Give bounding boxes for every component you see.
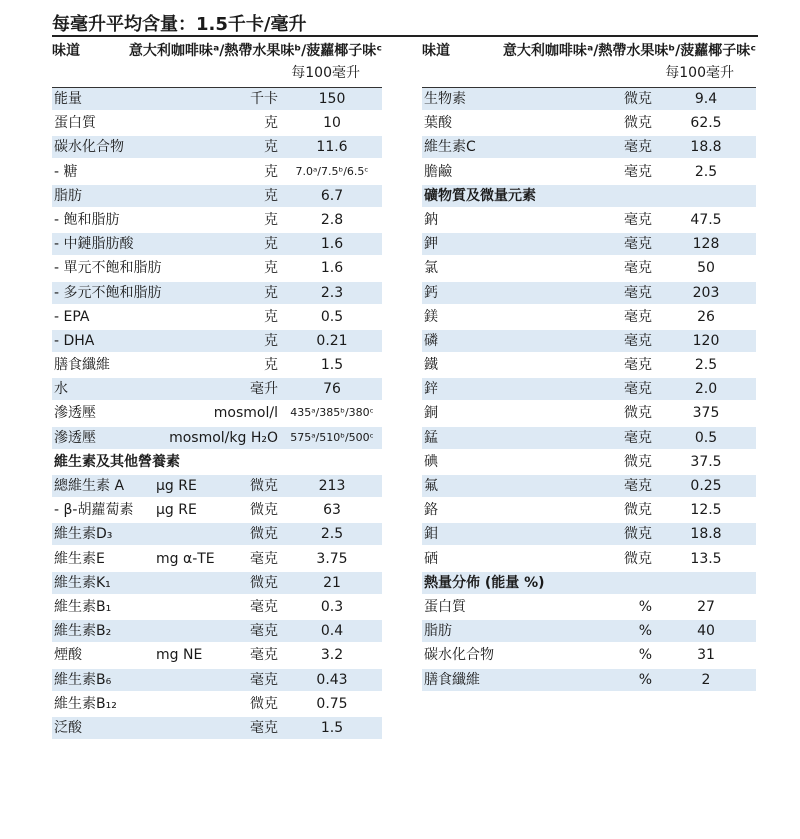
nutrient-value: 7.0ᵃ/7.5ᵇ/6.5ᶜ <box>295 164 369 178</box>
nutrient-value: 0.21 <box>316 332 348 349</box>
unit-basis: mg α-TE <box>156 550 215 567</box>
table-row <box>52 596 382 618</box>
nutrient-name: 碳水化合物 <box>54 139 124 156</box>
nutrient-name: 生物素 <box>424 91 466 107</box>
table-row <box>52 185 382 207</box>
nutrient-name: 煙酸 <box>54 647 82 664</box>
right-nutrition-table <box>422 37 756 691</box>
nutrient-value: 0.3 <box>320 598 344 615</box>
unit: % <box>638 598 652 615</box>
table-row <box>422 330 756 352</box>
unit: 微克 <box>624 526 652 543</box>
unit: 毫克 <box>624 381 652 398</box>
unit: 微克 <box>250 478 278 494</box>
unit: 毫克 <box>624 139 652 156</box>
unit: 毫克 <box>624 429 652 446</box>
unit: 毫克 <box>624 478 652 494</box>
unit: 微克 <box>250 574 278 591</box>
nutrient-value: 13.5 <box>690 550 722 567</box>
nutrient-name: 蛋白質 <box>54 115 96 132</box>
table-row <box>52 523 382 545</box>
table-row <box>422 523 756 545</box>
nutrient-name: 脂肪 <box>424 623 452 640</box>
table-row <box>422 499 756 521</box>
nutrient-value: 203 <box>692 284 720 301</box>
nutrient-name: - EPA <box>54 308 90 325</box>
nutrient-value: 6.7 <box>320 187 344 204</box>
nutrient-name: - 中鏈脂肪酸 <box>54 236 134 253</box>
right-flavor-list: 意大利咖啡味ᵃ/熱帶水果味ᵇ/菠蘿椰子味ᶜ <box>502 43 756 59</box>
unit: 毫克 <box>624 284 652 301</box>
right-table-body <box>422 87 756 691</box>
nutrient-name: 硒 <box>424 550 438 567</box>
nutrient-value: 27 <box>697 598 715 615</box>
nutrient-value: 575ᵃ/510ᵇ/500ᶜ <box>290 430 374 444</box>
unit: 克 <box>264 236 278 253</box>
nutrient-value: 31 <box>697 647 715 664</box>
left-per-100ml: 每100毫升 <box>291 65 360 81</box>
nutrient-name: 膽鹼 <box>424 163 452 180</box>
right-per-100ml: 每100毫升 <box>665 65 734 81</box>
nutrient-value: 0.5 <box>320 308 344 325</box>
unit: % <box>638 671 652 688</box>
unit: 毫克 <box>250 671 278 688</box>
nutrient-name: 維生素K₁ <box>54 574 111 591</box>
nutrient-name: 泛酸 <box>54 719 82 736</box>
unit: 毫克 <box>624 308 652 325</box>
nutrient-value: 1.5 <box>320 719 344 736</box>
table-row <box>52 572 382 594</box>
nutrient-value: 11.6 <box>316 139 348 156</box>
right-table-header <box>422 37 756 87</box>
left-flavor-list: 意大利咖啡味ᵃ/熱帶水果味ᵇ/菠蘿椰子味ᶜ <box>128 43 382 59</box>
table-row <box>422 136 756 158</box>
left-table-header <box>52 37 382 87</box>
unit: 毫克 <box>624 236 652 253</box>
nutrient-value: 62.5 <box>690 115 722 132</box>
nutrient-name: - 飽和脂肪 <box>54 211 120 228</box>
table-row <box>52 644 382 666</box>
unit: 毫克 <box>624 332 652 349</box>
nutrient-name: - 單元不飽和脂肪 <box>54 260 162 277</box>
nutrient-name: 鎂 <box>424 308 438 325</box>
nutrient-name: 維生素B₁₂ <box>54 695 117 712</box>
right-flavor-label: 味道 <box>422 43 450 59</box>
table-row <box>422 378 756 400</box>
table-row <box>422 209 756 231</box>
nutrient-value: 50 <box>697 260 715 277</box>
nutrient-name: 維生素C <box>424 139 476 156</box>
nutrient-name: 鉬 <box>424 526 438 543</box>
nutrient-value: 12.5 <box>690 502 722 519</box>
nutrient-name: 磷 <box>424 332 438 349</box>
nutrient-value: 37.5 <box>690 453 722 470</box>
nutrient-name: 水 <box>54 381 68 398</box>
nutrient-name: 葉酸 <box>424 115 452 132</box>
nutrient-value: 3.75 <box>316 550 348 567</box>
nutrient-name: 滲透壓 <box>54 429 96 446</box>
table-row <box>422 475 756 497</box>
table-row <box>52 136 382 158</box>
left-table-body <box>52 87 382 739</box>
unit: 微克 <box>624 550 652 567</box>
nutrient-value: 3.2 <box>320 647 344 664</box>
table-row <box>52 306 382 328</box>
nutrient-name: 維生素B₁ <box>54 598 112 615</box>
unit: 克 <box>264 308 278 325</box>
nutrient-value: 1.6 <box>320 236 344 253</box>
nutrient-name: 膳食纖維 <box>54 357 110 374</box>
nutrient-name: 氟 <box>424 478 438 494</box>
nutrient-name: 蛋白質 <box>424 598 466 615</box>
table-row <box>422 451 756 473</box>
unit: 毫克 <box>250 647 278 664</box>
unit: 千卡 <box>250 91 278 107</box>
unit: 克 <box>264 163 278 180</box>
table-row <box>52 378 382 400</box>
nutrient-value: 150 <box>318 91 346 107</box>
unit: 微克 <box>250 502 278 519</box>
table-row <box>52 257 382 279</box>
nutrient-name: 維生素D₃ <box>54 526 113 543</box>
nutrient-name: 膳食纖維 <box>424 671 480 688</box>
unit: 克 <box>264 187 278 204</box>
table-row <box>422 548 756 570</box>
nutrient-value: 0.43 <box>316 671 348 688</box>
table-row <box>52 354 382 376</box>
unit: 克 <box>264 115 278 132</box>
section-heading-row <box>52 451 382 473</box>
nutrient-name: 碘 <box>424 453 438 470</box>
table-row <box>422 354 756 376</box>
nutrient-value: 18.8 <box>690 526 722 543</box>
unit: 毫克 <box>624 260 652 277</box>
unit: 毫克 <box>624 357 652 374</box>
nutrient-name: 鐵 <box>424 357 438 374</box>
nutrient-name: 銅 <box>424 405 438 422</box>
table-row <box>52 548 382 570</box>
page-title: 每毫升平均含量：1.5千卡/毫升 <box>52 14 307 35</box>
table-row <box>422 596 756 618</box>
unit: % <box>638 647 652 664</box>
nutrient-value: 1.6 <box>320 260 344 277</box>
nutrient-value: 40 <box>697 623 715 640</box>
unit: 克 <box>264 332 278 349</box>
unit: 克 <box>264 260 278 277</box>
table-row <box>422 282 756 304</box>
nutrient-value: 0.25 <box>690 478 722 494</box>
nutrient-name: 鉀 <box>424 236 438 253</box>
table-row <box>52 427 382 449</box>
nutrient-value: 375 <box>692 405 720 422</box>
nutrient-value: 76 <box>323 381 341 398</box>
unit: 克 <box>264 211 278 228</box>
table-row <box>52 499 382 521</box>
table-row <box>52 693 382 715</box>
unit: 毫克 <box>250 550 278 567</box>
unit: 微克 <box>624 453 652 470</box>
nutrient-value: 26 <box>697 308 715 325</box>
nutrient-value: 2.8 <box>320 211 344 228</box>
nutrient-value: 21 <box>323 574 341 591</box>
nutrient-value: 10 <box>323 115 341 132</box>
table-row <box>422 644 756 666</box>
table-row <box>52 282 382 304</box>
section-title: 維生素及其他營養素 <box>54 453 180 470</box>
nutrient-value: 63 <box>323 502 341 519</box>
table-row <box>422 620 756 642</box>
section-title: 熱量分佈 (能量 %) <box>424 574 545 591</box>
left-flavor-label: 味道 <box>52 43 80 59</box>
table-row <box>52 402 382 424</box>
nutrient-name: 總維生素 A <box>54 478 125 494</box>
nutrient-value: 2.5 <box>694 163 718 180</box>
unit-basis: μg RE <box>156 478 197 494</box>
nutrient-value: 2.0 <box>694 381 718 398</box>
nutrient-value: 0.75 <box>316 695 348 712</box>
table-row <box>52 88 382 110</box>
unit: 微克 <box>624 91 652 107</box>
unit: mosmol/l <box>213 405 278 422</box>
unit: 微克 <box>250 526 278 543</box>
unit-basis: mg NE <box>156 647 203 664</box>
nutrient-name: 鈣 <box>424 284 438 301</box>
unit: 毫克 <box>624 211 652 228</box>
nutrient-value: 0.5 <box>694 429 718 446</box>
unit: 克 <box>264 139 278 156</box>
table-row <box>52 233 382 255</box>
nutrient-name: 維生素E <box>54 550 105 567</box>
table-row <box>422 257 756 279</box>
table-row <box>422 88 756 110</box>
unit: 毫克 <box>624 163 652 180</box>
nutrient-name: 鈉 <box>424 211 438 228</box>
table-row <box>422 669 756 691</box>
table-row <box>422 427 756 449</box>
unit: 微克 <box>250 695 278 712</box>
nutrient-name: 錳 <box>424 429 438 446</box>
nutrient-value: 2.5 <box>320 526 344 543</box>
table-row <box>422 233 756 255</box>
nutrient-name: 能量 <box>54 91 82 107</box>
unit: 微克 <box>624 502 652 519</box>
unit-basis: μg RE <box>156 502 197 519</box>
left-nutrition-table <box>52 37 382 739</box>
nutrient-value: 1.5 <box>320 357 344 374</box>
nutrient-value: 9.4 <box>694 91 718 107</box>
section-heading-row <box>422 185 756 207</box>
table-row <box>52 112 382 134</box>
unit: mosmol/kg H₂O <box>169 429 278 446</box>
table-row <box>52 669 382 691</box>
nutrient-value: 435ᵃ/385ᵇ/380ᶜ <box>290 406 374 420</box>
table-row <box>422 161 756 183</box>
unit: 毫克 <box>250 598 278 615</box>
table-row <box>52 475 382 497</box>
nutrient-value: 120 <box>692 332 720 349</box>
nutrient-name: - DHA <box>54 332 95 349</box>
nutrient-name: - 多元不飽和脂肪 <box>54 284 162 301</box>
nutrient-name: 鋅 <box>424 381 438 398</box>
nutrient-name: 脂肪 <box>54 187 82 204</box>
nutrient-value: 2 <box>701 671 711 688</box>
nutrient-name: 碳水化合物 <box>424 647 494 664</box>
section-title: 礦物質及微量元素 <box>424 187 536 204</box>
table-row <box>52 620 382 642</box>
nutrient-value: 128 <box>692 236 720 253</box>
unit: 毫升 <box>250 381 278 398</box>
nutrient-name: 維生素B₆ <box>54 671 112 688</box>
nutrient-value: 2.5 <box>694 357 718 374</box>
nutrient-name: - 糖 <box>54 163 78 180</box>
table-row <box>52 209 382 231</box>
nutrient-value: 18.8 <box>690 139 722 156</box>
nutrient-value: 0.4 <box>320 623 344 640</box>
unit: 微克 <box>624 405 652 422</box>
section-heading-row <box>422 572 756 594</box>
nutrient-name: 氯 <box>424 260 438 277</box>
nutrient-name: - β-胡蘿蔔素 <box>54 502 134 519</box>
nutrient-value: 213 <box>318 478 346 494</box>
table-row <box>422 306 756 328</box>
unit: % <box>638 623 652 640</box>
table-row <box>52 330 382 352</box>
table-row <box>52 717 382 739</box>
unit: 微克 <box>624 115 652 132</box>
unit: 毫克 <box>250 719 278 736</box>
nutrient-value: 47.5 <box>690 211 722 228</box>
table-row <box>52 161 382 183</box>
nutrient-name: 鉻 <box>424 502 438 519</box>
nutrient-value: 2.3 <box>320 284 344 301</box>
nutrient-name: 維生素B₂ <box>54 623 112 640</box>
nutrient-name: 滲透壓 <box>54 405 96 422</box>
unit: 毫克 <box>250 623 278 640</box>
table-row <box>422 112 756 134</box>
unit: 克 <box>264 357 278 374</box>
unit: 克 <box>264 284 278 301</box>
table-row <box>422 402 756 424</box>
